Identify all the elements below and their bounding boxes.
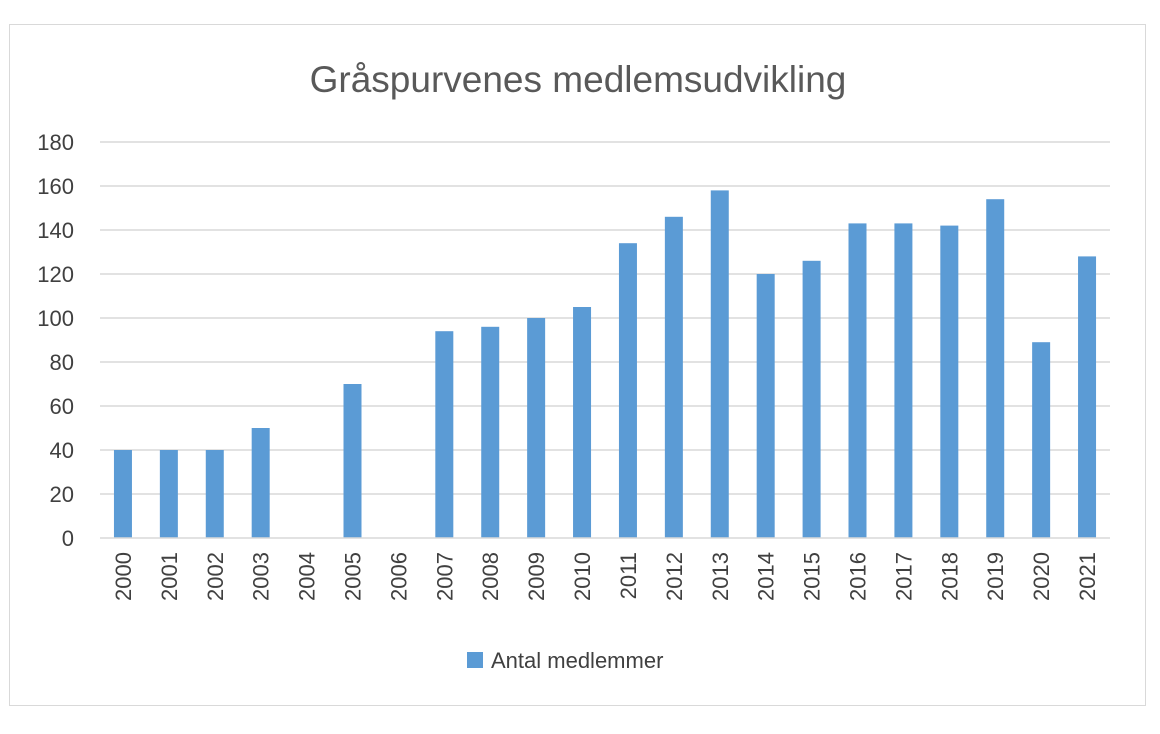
x-tick-label-2008: 2008: [478, 552, 504, 601]
y-tick-label: 20: [49, 482, 74, 507]
x-tick-label-2016: 2016: [845, 552, 871, 601]
x-tick-label-2020: 2020: [1029, 552, 1055, 601]
bar-2005[interactable]: [344, 384, 362, 538]
x-tick-label-2012: 2012: [661, 552, 687, 601]
bar-2007[interactable]: [435, 331, 453, 538]
bar-2012[interactable]: [665, 217, 683, 538]
bar-2003[interactable]: [252, 428, 270, 538]
x-tick-label-2015: 2015: [799, 552, 825, 601]
x-tick-label-2000: 2000: [110, 552, 136, 601]
x-tick-label-2011: 2011: [615, 552, 641, 600]
bar-2009[interactable]: [527, 318, 545, 538]
x-tick-label-2006: 2006: [386, 552, 412, 601]
y-tick-label: 40: [49, 438, 74, 463]
x-tick-label-2001: 2001: [156, 552, 182, 601]
x-tick-label-2002: 2002: [202, 552, 228, 601]
x-tick-label-2003: 2003: [248, 552, 274, 601]
bar-2000[interactable]: [114, 450, 132, 538]
x-tick-label-2009: 2009: [524, 552, 550, 601]
y-tick-label: 0: [61, 526, 74, 551]
bar-2008[interactable]: [481, 327, 499, 538]
y-axis-tick-labels: [37, 130, 74, 551]
bar-2019[interactable]: [986, 199, 1004, 538]
x-tick-label-2007: 2007: [432, 552, 458, 601]
bar-2013[interactable]: [711, 190, 729, 538]
y-tick-label: 180: [37, 130, 74, 155]
bar-2018[interactable]: [940, 226, 958, 538]
x-tick-label-2004: 2004: [294, 552, 320, 601]
y-tick-label: 120: [37, 262, 74, 287]
x-tick-label-2018: 2018: [937, 552, 963, 601]
y-tick-label: 60: [49, 394, 74, 419]
y-tick-label: 160: [37, 174, 74, 199]
x-tick-label-2017: 2017: [891, 552, 917, 601]
chart-title: Gråspurvenes medlemsudvikling: [309, 59, 847, 100]
x-tick-label-2021: 2021: [1075, 552, 1101, 601]
legend[interactable]: [467, 648, 663, 673]
legend-swatch: [467, 652, 483, 668]
gridlines: [100, 142, 1110, 494]
bar-2015[interactable]: [803, 261, 821, 538]
x-tick-label-2013: 2013: [707, 552, 733, 601]
x-tick-label-2010: 2010: [570, 552, 596, 601]
y-tick-label: 80: [49, 350, 74, 375]
bar-2002[interactable]: [206, 450, 224, 538]
bars: [114, 190, 1096, 538]
legend-label-antal-medlemmer: Antal medlemmer: [491, 648, 664, 673]
x-tick-label-2005: 2005: [340, 552, 366, 601]
x-tick-label-2014: 2014: [753, 552, 779, 601]
y-tick-label: 140: [37, 218, 74, 243]
bar-2017[interactable]: [894, 223, 912, 538]
bar-2021[interactable]: [1078, 256, 1096, 538]
bar-2016[interactable]: [849, 223, 867, 538]
y-tick-label: 100: [37, 306, 74, 331]
bar-2001[interactable]: [160, 450, 178, 538]
bar-2014[interactable]: [757, 274, 775, 538]
bar-2011[interactable]: [619, 243, 637, 538]
bar-2010[interactable]: [573, 307, 591, 538]
bar-2020[interactable]: [1032, 342, 1050, 538]
x-tick-label-2019: 2019: [983, 552, 1009, 601]
x-axis-tick-labels: [111, 552, 1100, 601]
